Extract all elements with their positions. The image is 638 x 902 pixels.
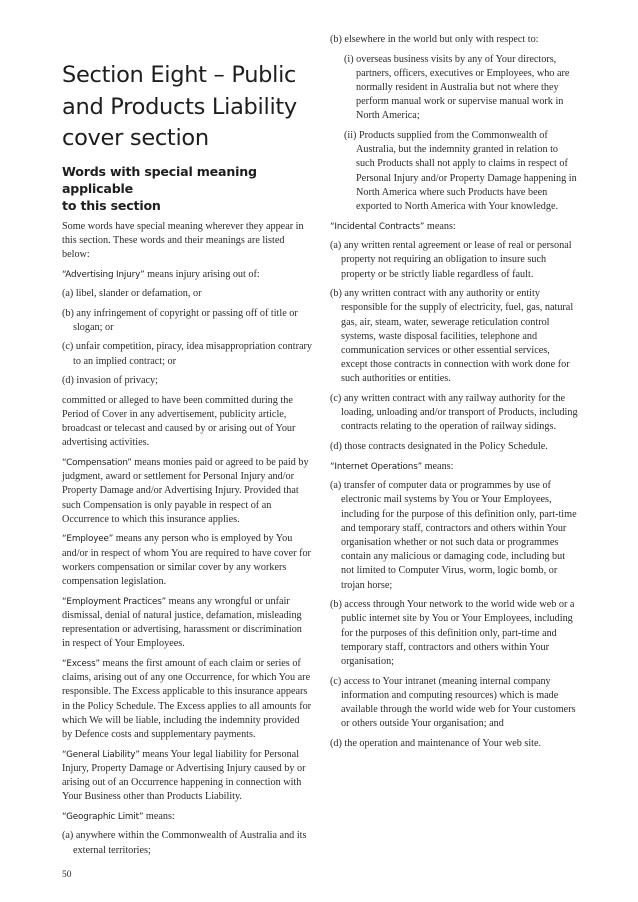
left-column	[62, 60, 312, 863]
definition-text: means any wrongful or unfair dismissal, denial of natural justice, defamation, misleading representation or advertising, harassment or discrimination in respect of Your Employees.	[62, 595, 302, 650]
list-item: (c) unfair competition, piracy, idea misappropriation contrary to an implied contract; or	[62, 341, 312, 367]
list-item: (b) access through Your network to the world wide web or a public internet site by You or Your Employees, including for the purposes of this definition only, part-time and temporary staff, contractors and others within Your organisation;	[330, 599, 575, 668]
definition-lead: means injury arising out of:	[144, 268, 260, 280]
definition-text: means Your legal liability for Personal Injury, Property Damage or Advertising Injury caused by or arising out of an Occurrence happening in connection with Your Business other than Products Liability.	[62, 748, 306, 803]
sub-list-item: (ii) Products supplied from the Commonwealth of Australia, but the indemnity granted in relation to such Products shall not apply to claims in respect of Personal Injury and/or Property Damage happening in North America where such Products have been exported to North America with Your knowledge.	[344, 130, 577, 213]
sub-item-text: (i) overseas business visits by any of Your directors, partners, officers, executives or Employees, who are normally resident in Australia	[344, 53, 570, 93]
defined-term: “General Liability”	[62, 749, 140, 760]
defined-term: “Geographic Limit”	[62, 811, 144, 822]
list-item: (b) any written contract with any authority or entity responsible for the supply of electricity, fuel, gas, natural gas, air, steam, water, sewerage reticulation control systems, waste disposal facilities, telephone and communication services or other essential services, except those contracts in connection with work done for such authorities or entities.	[330, 288, 574, 385]
list-item: (a) transfer of computer data or programmes by use of electronic mail systems by You or Your Employees, including for the purpose of this definition only, part-time and temporary staff, contractors and others within Your organisation whether or not such data or programmes contain any malicious or damaging code, including but not limited to Computer Virus, worm, logic bomb, or trojan horse;	[330, 480, 577, 591]
definition-geographic-limit	[62, 810, 312, 824]
list-item: (a) anywhere within the Commonwealth of Australia and its external territories;	[62, 830, 307, 856]
definition-lead: means:	[422, 460, 454, 472]
emphasis-text: but not	[479, 83, 512, 93]
definition-general-liability	[62, 748, 312, 805]
list-item: (b) any infringement of copyright or passing off of title or slogan; or	[62, 307, 298, 333]
list-item: (a) libel, slander or defamation, or	[62, 288, 202, 300]
definition-text: means monies paid or agreed to be paid by judgment, award or settlement for Personal Injury and/or Property Damage and/or Advertising Injury. Provided that such Compensation is only payable in respect of an Occurrence to which this insurance applies.	[62, 457, 309, 525]
list-item: (a) any written rental agreement or lease of real or personal property not requiring an obligation to insure such property or be strictly liable regardless of fault.	[330, 240, 572, 280]
definition-advertising-injury	[62, 268, 312, 282]
subtitle-line: to this section	[62, 197, 161, 213]
list-item: (d) those contracts designated in the Policy Schedule.	[330, 441, 548, 453]
sub-list-item	[344, 53, 578, 124]
list-item: (c) access to Your intranet (meaning internal company information and computing resources) which is made available through the world wide web for Your customers or others outside Your organisation; and	[330, 675, 576, 730]
list-item: (d) the operation and maintenance of Your web site.	[330, 737, 542, 749]
definition-internet-operations	[330, 460, 578, 474]
definition-text: means the first amount of each claim or series of claims, arising out of any one Occurrence, for which You are responsible. The Excess applicable to this insurance appears in the Policy Schedule. The Excess applies to all amounts for which We will be liable, including the indemnity provided by Defence costs and supplementary payments.	[62, 657, 312, 740]
defined-term: “Advertising Injury”	[62, 269, 145, 280]
defined-term: “Incidental Contracts”	[330, 221, 425, 232]
definition-lead: means:	[424, 220, 456, 232]
list-item: (d) invasion of privacy;	[62, 375, 158, 387]
title-line: and Products Liability	[62, 93, 297, 120]
title-line: Section Eight – Public	[62, 62, 297, 88]
defined-term: “Employee”	[62, 534, 114, 545]
section-subtitle	[62, 163, 312, 214]
definition-incidental-contracts	[330, 220, 578, 234]
advertising-tail-paragraph: committed or alleged to have been committed during the Period of Cover in any advertisement, publicity article, broadcast or telecast and caused by or arising out of Your advertising activities.	[62, 394, 296, 449]
right-column	[330, 33, 578, 756]
sub-item-text: where they perform manual work or supervise manual work in North America;	[356, 82, 564, 122]
definition-excess	[62, 657, 312, 742]
definition-text: means any person who is employed by You and/or in respect of whom You are required to have cover for workers compensation or similar cover by any workers compensation legislation.	[62, 533, 311, 588]
definition-employment-practices	[62, 595, 312, 652]
title-line: cover section	[62, 125, 209, 151]
subtitle-line: Words with special meaning applicable	[62, 163, 257, 196]
page-number: 50	[62, 870, 72, 880]
definition-compensation	[62, 456, 312, 527]
defined-term: “Internet Operations”	[330, 461, 423, 472]
defined-term: “Compensation”	[62, 458, 132, 469]
defined-term: “Excess”	[62, 658, 100, 669]
sub-list	[344, 53, 578, 215]
definition-employee	[62, 532, 312, 589]
list-item: (c) any written contract with any railway authority for the loading, unloading and/or transport of Products, including contracts relating to the operation of railway sidings.	[330, 393, 578, 433]
definition-lead: means:	[143, 810, 175, 822]
defined-term: “Employment Practices”	[62, 596, 167, 607]
section-title	[62, 60, 312, 155]
list-item: (b) elsewhere in the world but only with respect to:	[330, 34, 539, 45]
intro-paragraph: Some words have special meaning wherever they appear in this section. These words and their meanings are listed below:	[62, 220, 304, 260]
